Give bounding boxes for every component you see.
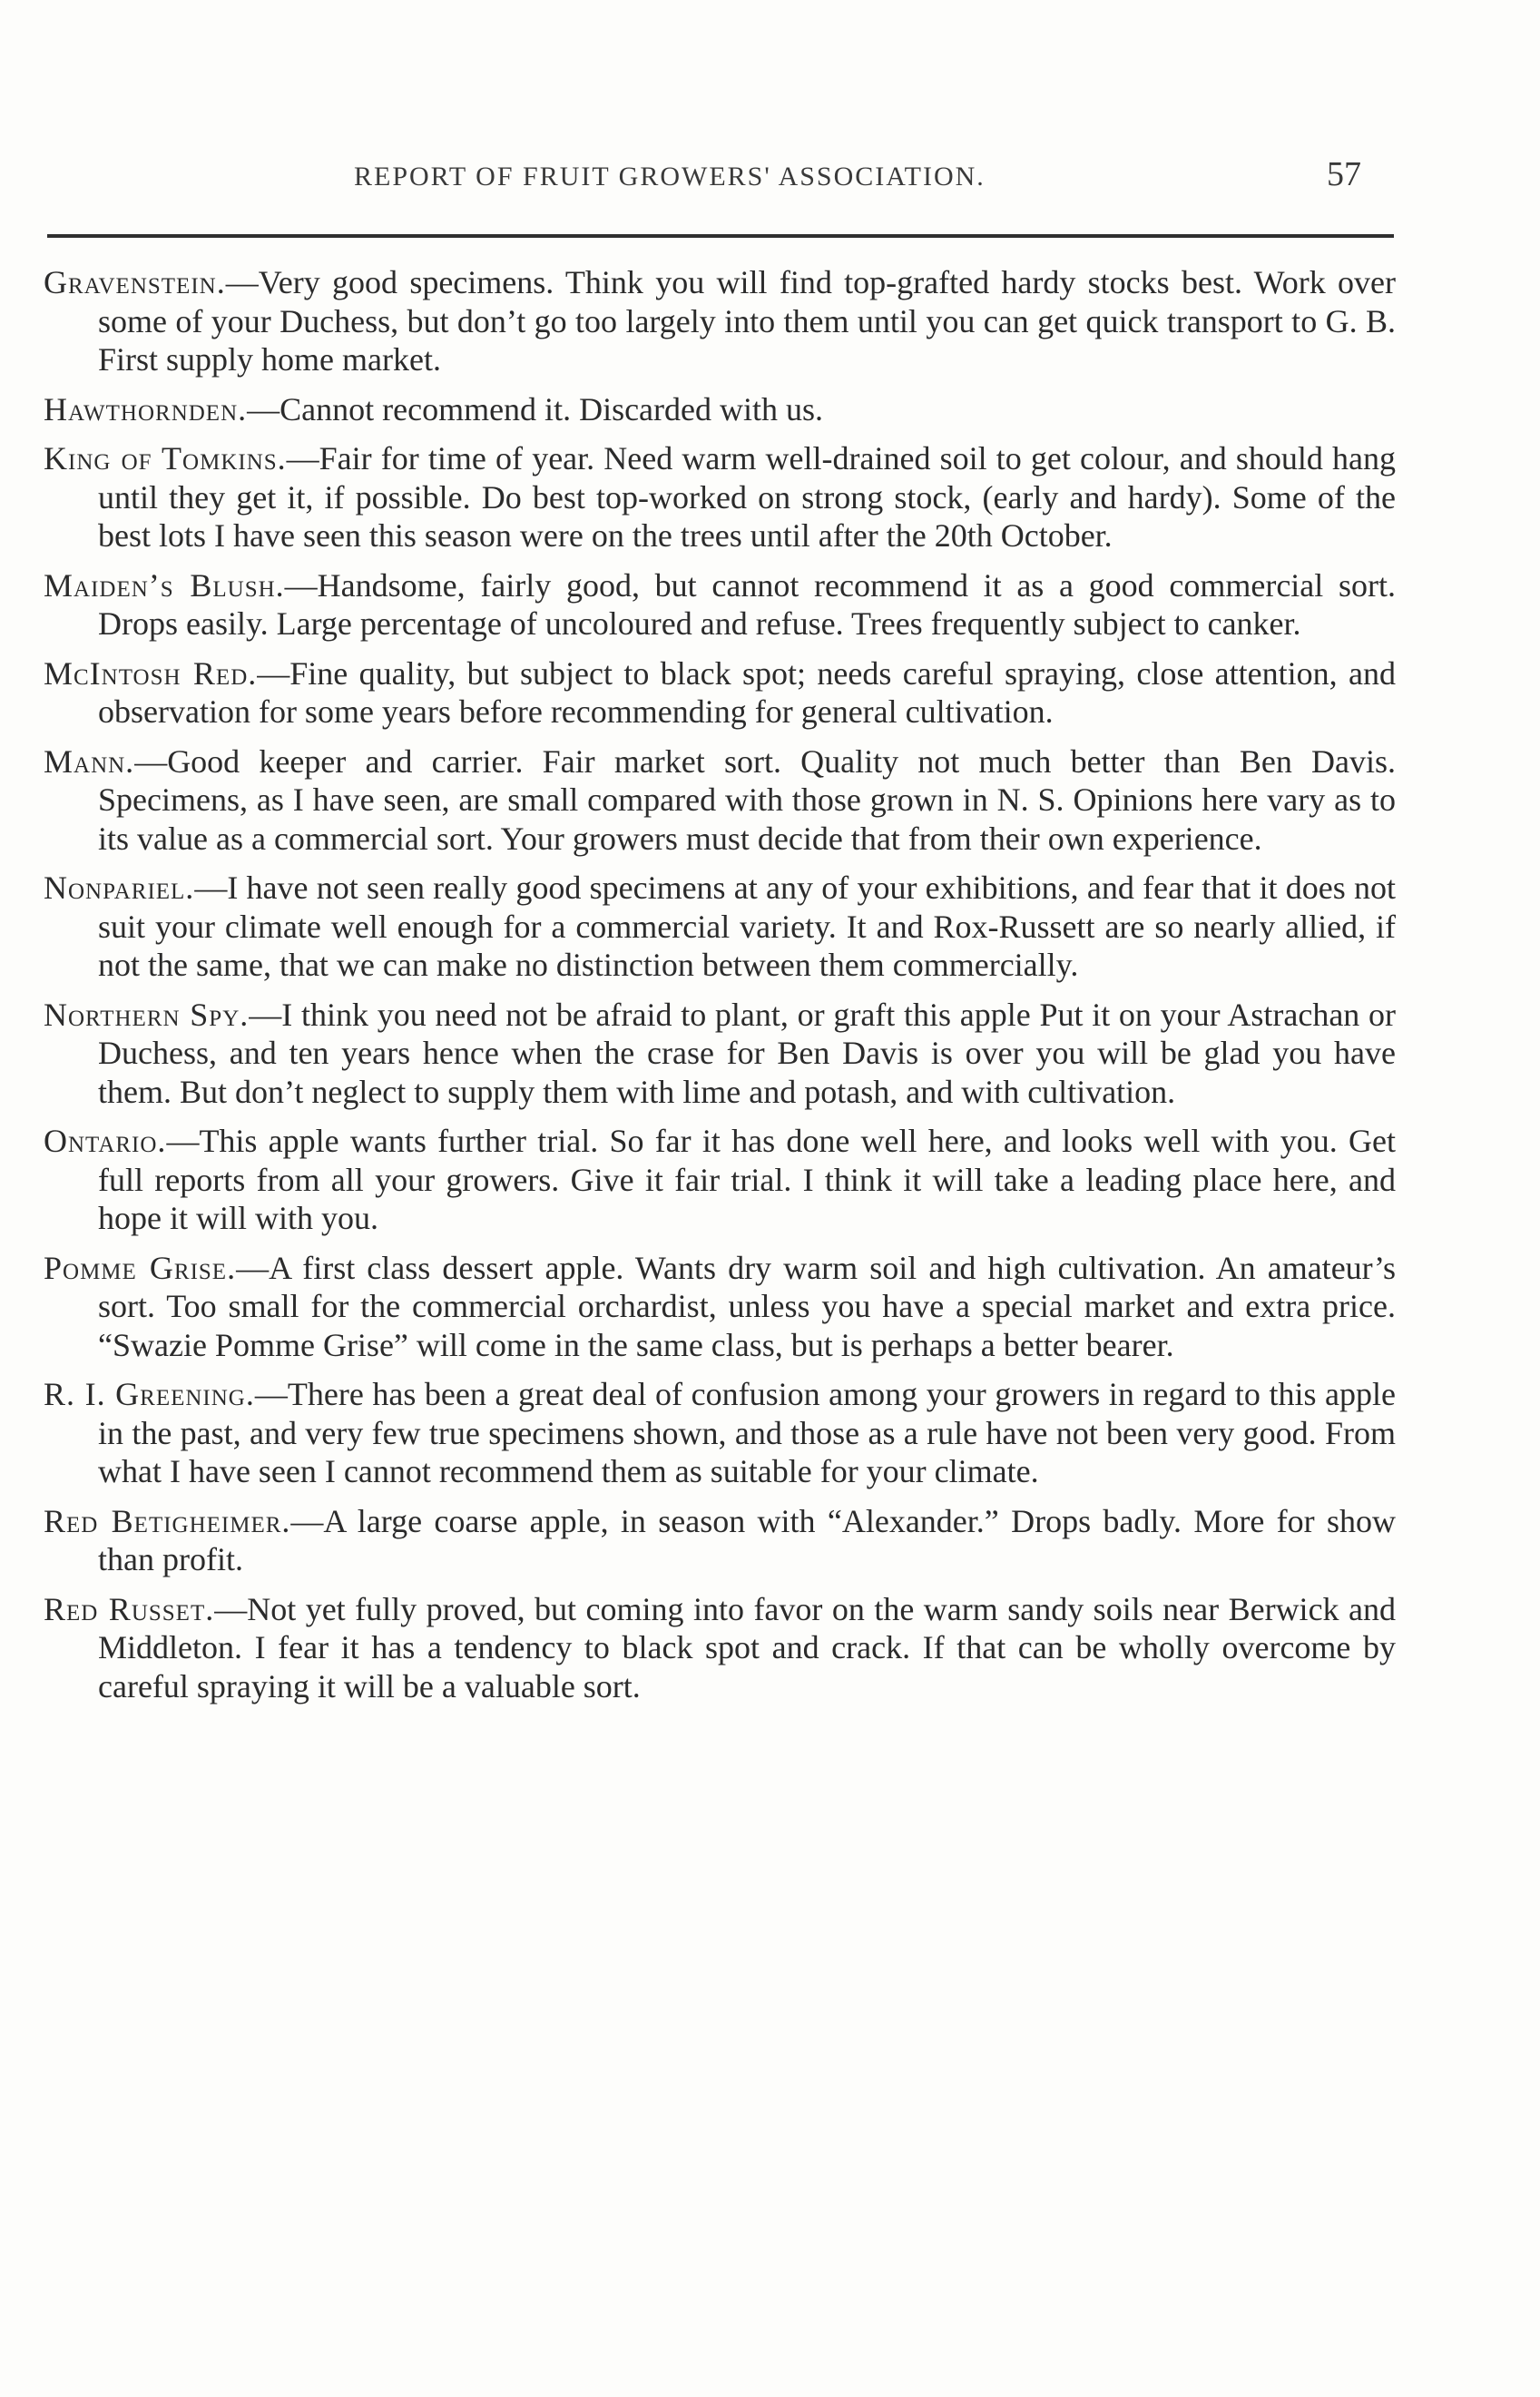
entry-mcintosh-red [44, 654, 1396, 732]
variety-description: —Handsome, fairly good, but cannot recommend it as a good commercial sort. Drops easily. Large percentage of uncoloured and refuse. Trees frequently subject to canker. [98, 566, 1396, 642]
entry-ontario [44, 1122, 1396, 1238]
variety-description: —This apple wants further trial. So far it has done well here, and looks well with you. Get full reports from all your growers. Give it fair trial. I think it will take a leading place here, and hope it will with you. [98, 1123, 1396, 1236]
variety-description: —A first class dessert apple. Wants dry warm soil and high cultivation. An amateur’s sort. Too small for the commercial orchardist, unless you have a special market and extra price. “Swazie Pomme Grise” will come in the same class, but is perhaps a better bearer. [98, 1249, 1397, 1363]
variety-description: —Fair for time of year. Need warm well-drained soil to get colour, and should hang until they get it, if possible. Do best top-worked on strong stock, (early and hardy). Some of the best lots I have seen this season were on the trees until after the 20th October. [98, 440, 1396, 554]
entry-red-russet [44, 1590, 1396, 1706]
variety-name: McIntosh Red. [44, 654, 258, 692]
entry-ri-greening [44, 1375, 1396, 1491]
entry-red-betigheimer [44, 1502, 1396, 1579]
variety-name: Nonpariel. [44, 869, 195, 906]
entry-gravenstein [44, 263, 1396, 379]
variety-name: Mann. [44, 742, 135, 780]
variety-description: —Not yet fully proved, but coming into favor on the warm sandy soils near Berwick and Middleton. I fear it has a tendency to black spot and crack. If that can be wholly overcome by careful spraying it will be a valuable sort. [98, 1590, 1396, 1704]
variety-description: —Good keeper and carrier. Fair market sort. Quality not much better than Ben Davis. Specimens, as I have seen, are small compared with those grown in N. S. Opinions here vary as to its value as a commercial sort. Your growers must decide that from their own experience. [98, 742, 1396, 857]
variety-name: Northern Spy. [44, 996, 250, 1033]
entry-nonpariel [44, 869, 1396, 985]
variety-name: Maiden’s Blush. [44, 566, 285, 604]
entry-maidens-blush [44, 566, 1396, 643]
entry-hawthornden [44, 390, 1396, 429]
variety-description: —Cannot recommend it. Discarded with us. [247, 390, 824, 427]
variety-name: Ontario. [44, 1123, 167, 1159]
variety-description: —I think you need not be afraid to plant, or graft this apple Put it on your Astrachan or Duchess, and ten years hence when the crase for Ben Davis is over you will be glad you have them. But don’t neglect to supply them with lime and potash, and with cultivation. [98, 996, 1397, 1110]
entry-northern-spy [44, 996, 1396, 1112]
running-title: REPORT OF FRUIT GROWERS' ASSOCIATION. [354, 162, 986, 192]
variety-name: Red Betigheimer. [44, 1502, 291, 1539]
variety-description: —Fine quality, but subject to black spot; needs careful spraying, close attention, and observation for some years before recommending for general cultivation. [98, 654, 1396, 730]
variety-name: King of Tomkins. [44, 440, 287, 476]
variety-description: —A large coarse apple, in season with “Alexander.” Drops badly. More for show than profit. [98, 1502, 1396, 1577]
entry-mann [44, 742, 1396, 859]
variety-name: R. I. Greening. [44, 1376, 255, 1412]
variety-name: Red Russet. [44, 1590, 215, 1627]
page-number: 57 [1327, 155, 1361, 193]
variety-description: —There has been a great deal of confusion among your growers in regard to this apple in the past, and very few true specimens shown, and those as a rule have not been very good. From what I have seen I cannot recommend them as suitable for your climate. [98, 1376, 1397, 1489]
header-rule [47, 234, 1394, 238]
variety-name: Pomme Grise. [44, 1249, 237, 1286]
variety-name: Gravenstein. [44, 264, 226, 300]
entry-pomme-grise [44, 1249, 1396, 1365]
entry-king-of-tomkins [44, 439, 1396, 555]
variety-name: Hawthornden. [44, 390, 248, 427]
variety-description: —I have not seen really good specimens at any of your exhibitions, and fear that it does not suit your climate well enough for a commercial variety. It and Rox-Russett are so nearly allied, if not the same, that we can make no distinction between them commercially. [98, 869, 1396, 983]
variety-entries [44, 263, 1396, 1716]
variety-description: —Very good specimens. Think you will find top-grafted hardy stocks best. Work over some of your Duchess, but don’t go too largely into them until you can get quick transport to G. B. First supply home market. [98, 264, 1396, 378]
